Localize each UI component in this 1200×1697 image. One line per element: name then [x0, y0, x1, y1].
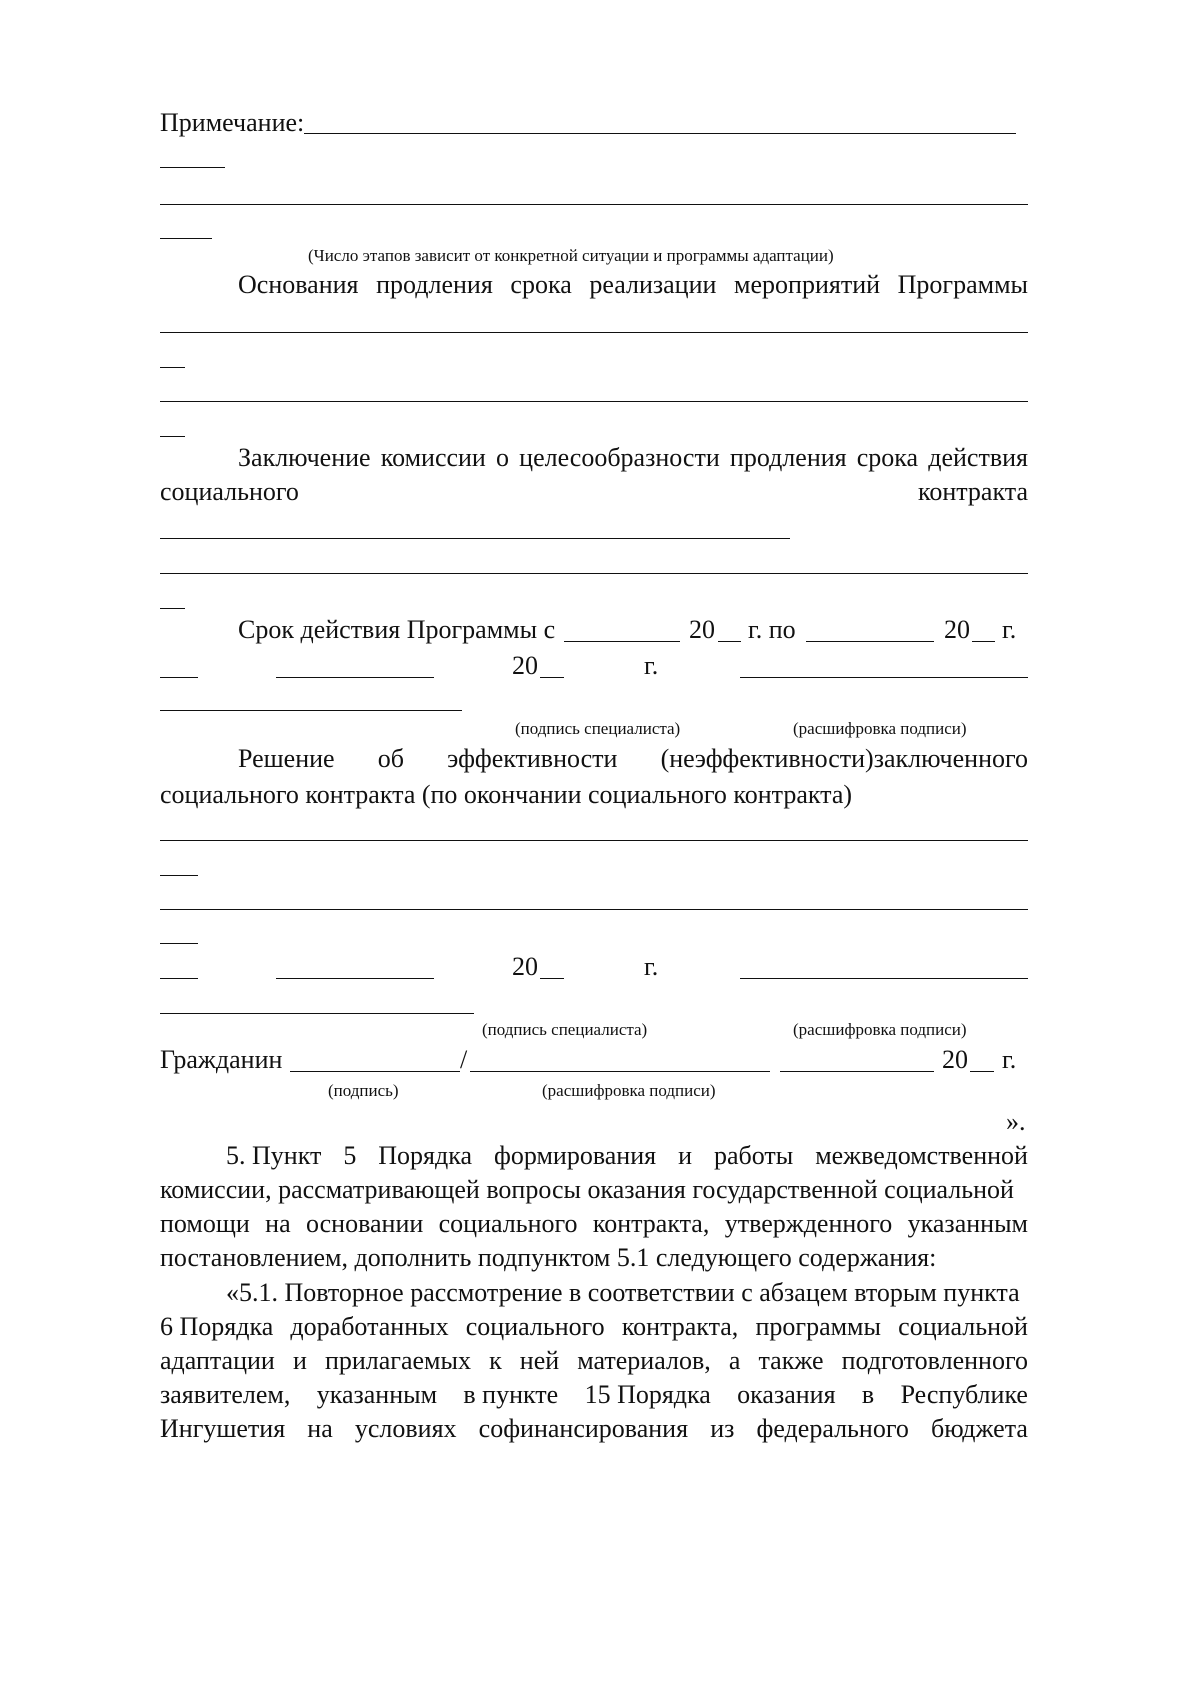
sig1-month-line	[276, 677, 434, 678]
paragraph-5-line-4: постановлением, дополнить подпунктом 5.1 следующего содержания:	[160, 1243, 937, 1272]
word: на	[265, 1209, 291, 1238]
word: межведомственной	[815, 1141, 1028, 1170]
word: контракта,	[592, 1209, 710, 1238]
citizen-label: Гражданин	[160, 1045, 283, 1074]
citizen-signature-caption: (подпись)	[328, 1081, 399, 1100]
term-year-suffix-2: г.	[1002, 615, 1017, 644]
term-year-prefix-1: 20	[689, 615, 715, 644]
paragraph-5-line-3	[160, 1209, 1028, 1239]
word: помощи	[160, 1209, 250, 1238]
grounds-line-4-short	[160, 436, 185, 437]
word: федерального	[756, 1414, 909, 1443]
citizen-decode-line	[470, 1071, 770, 1072]
term-year-line-2	[972, 641, 995, 642]
word: оказания	[737, 1380, 836, 1409]
effectiveness-line-1	[160, 840, 1028, 841]
word: бюджета	[930, 1414, 1028, 1443]
word: программы	[755, 1312, 881, 1341]
sig1-year-line	[540, 677, 564, 678]
conclusion-line-2	[160, 573, 1028, 574]
grounds-line-2-short	[160, 367, 185, 368]
word: софинансирования	[478, 1414, 689, 1443]
sig2-year-prefix: 20	[512, 952, 538, 981]
word: 6 Порядка	[160, 1312, 274, 1341]
note-label: Примечание:	[160, 108, 305, 137]
word: продления	[376, 270, 493, 299]
word: формирования	[494, 1141, 657, 1170]
word: социального	[160, 477, 299, 506]
effectiveness-line-2-short	[160, 875, 198, 876]
program-term-label: Срок действия Программы с	[238, 615, 556, 644]
word: мероприятий	[734, 270, 881, 299]
sig2-decode-caption: (расшифровка подписи)	[793, 1020, 967, 1039]
paragraph-5-1-line-4	[160, 1380, 1028, 1410]
citizen-date-line	[780, 1071, 934, 1072]
term-year-line-1	[718, 641, 741, 642]
term-year-suffix-1: г. по	[748, 615, 796, 644]
sig2-signature-caption: (подпись специалиста)	[482, 1020, 648, 1039]
note-line-1	[304, 133, 1016, 134]
word: 5. Пункт	[226, 1141, 322, 1170]
sig1-signature-caption: (подпись специалиста)	[515, 719, 681, 738]
word: на	[307, 1414, 333, 1443]
word: 5	[343, 1141, 357, 1170]
word: реализации	[589, 270, 717, 299]
note-line-2-short	[160, 167, 225, 168]
sig2-month-line	[276, 978, 434, 979]
citizen-slash: /	[460, 1045, 468, 1074]
word: Решение	[238, 744, 335, 773]
paragraph-5-line-2: комиссии, рассматривающей вопросы оказания государственной социальной	[160, 1175, 1014, 1204]
closing-quote: ».	[1006, 1107, 1026, 1136]
word: также	[758, 1346, 824, 1375]
sig1-decode-caption: (расшифровка подписи)	[793, 719, 967, 738]
sig2-signature-line	[160, 1013, 474, 1014]
word: утвержденного	[724, 1209, 893, 1238]
effectiveness-line-4-short	[160, 943, 198, 944]
word: Ингушетия	[160, 1414, 286, 1443]
word: об	[377, 744, 404, 773]
sig2-decode-line	[740, 978, 1028, 979]
word: в пункте	[463, 1380, 559, 1409]
sig2-year-suffix: г.	[644, 952, 659, 981]
word: ней	[519, 1346, 560, 1375]
word: контракта	[918, 477, 1028, 506]
grounds-line-3	[160, 401, 1028, 402]
word: из	[710, 1414, 735, 1443]
word: Республике	[900, 1380, 1028, 1409]
word: 15 Порядка	[584, 1380, 711, 1409]
term-to-date-line	[806, 641, 934, 642]
note-line-3	[160, 204, 1028, 205]
sig1-signature-line	[160, 710, 462, 711]
note-line-4-short	[160, 238, 212, 239]
word: контракта,	[621, 1312, 739, 1341]
sig1-day-line	[160, 677, 198, 678]
word: (неэффективности)заключенного	[660, 744, 1028, 773]
word: социального	[438, 1209, 578, 1238]
citizen-year-prefix: 20	[942, 1045, 968, 1074]
stages-caption: (Число этапов зависит от конкретной ситуации и программы адаптации)	[308, 246, 834, 265]
word: и	[292, 1346, 307, 1375]
grounds-line-1	[160, 332, 1028, 333]
paragraph-5-1-line-5	[160, 1414, 1028, 1444]
sig1-year-prefix: 20	[512, 651, 538, 680]
conclusion-line-1	[160, 538, 790, 539]
word: заявителем,	[160, 1380, 291, 1409]
paragraph-5-1-line-2	[160, 1312, 1028, 1342]
word: Порядка	[378, 1141, 473, 1170]
word: срока	[510, 270, 572, 299]
sig1-decode-line	[740, 677, 1028, 678]
word: указанным	[907, 1209, 1028, 1238]
term-year-prefix-2: 20	[944, 615, 970, 644]
word: Основания	[238, 270, 359, 299]
extension-grounds-heading	[238, 270, 1028, 300]
word: условиях	[354, 1414, 457, 1443]
sig2-year-line	[540, 978, 564, 979]
citizen-decode-caption: (расшифровка подписи)	[542, 1081, 716, 1100]
word: в	[861, 1380, 875, 1409]
word: прилагаемых	[324, 1346, 471, 1375]
word: материалов,	[577, 1346, 711, 1375]
word: адаптации	[160, 1346, 275, 1375]
effectiveness-line-3	[160, 909, 1028, 910]
term-from-date-line	[564, 641, 680, 642]
sig1-year-suffix: г.	[644, 651, 659, 680]
effectiveness-line-2: социального контракта (по окончании социального контракта)	[160, 780, 853, 809]
word: основании	[305, 1209, 424, 1238]
citizen-year-line	[970, 1071, 994, 1072]
paragraph-5-line-1	[226, 1141, 1028, 1171]
conclusion-line-3-short	[160, 608, 185, 609]
citizen-year-suffix: г.	[1002, 1045, 1017, 1074]
word: а	[728, 1346, 741, 1375]
word: эффективности	[447, 744, 618, 773]
commission-conclusion-line-1: Заключение комиссии о целесообразности продления срока действия	[238, 443, 1028, 472]
word: социальной	[898, 1312, 1028, 1341]
word: доработанных	[290, 1312, 449, 1341]
word: к	[489, 1346, 502, 1375]
paragraph-5-1-line-3	[160, 1346, 1028, 1376]
word: подготовленного	[841, 1346, 1028, 1375]
word: социального	[465, 1312, 605, 1341]
word: работы	[713, 1141, 794, 1170]
paragraph-5-1-line-1: «5.1. Повторное рассмотрение в соответствии с абзацем вторым пункта	[226, 1278, 1020, 1307]
citizen-signature-line	[290, 1071, 460, 1072]
effectiveness-heading	[238, 744, 1028, 774]
sig2-day-line	[160, 978, 198, 979]
word: Программы	[897, 270, 1028, 299]
word: указанным	[316, 1380, 438, 1409]
word: и	[678, 1141, 692, 1170]
commission-conclusion-line-2	[160, 477, 1028, 507]
